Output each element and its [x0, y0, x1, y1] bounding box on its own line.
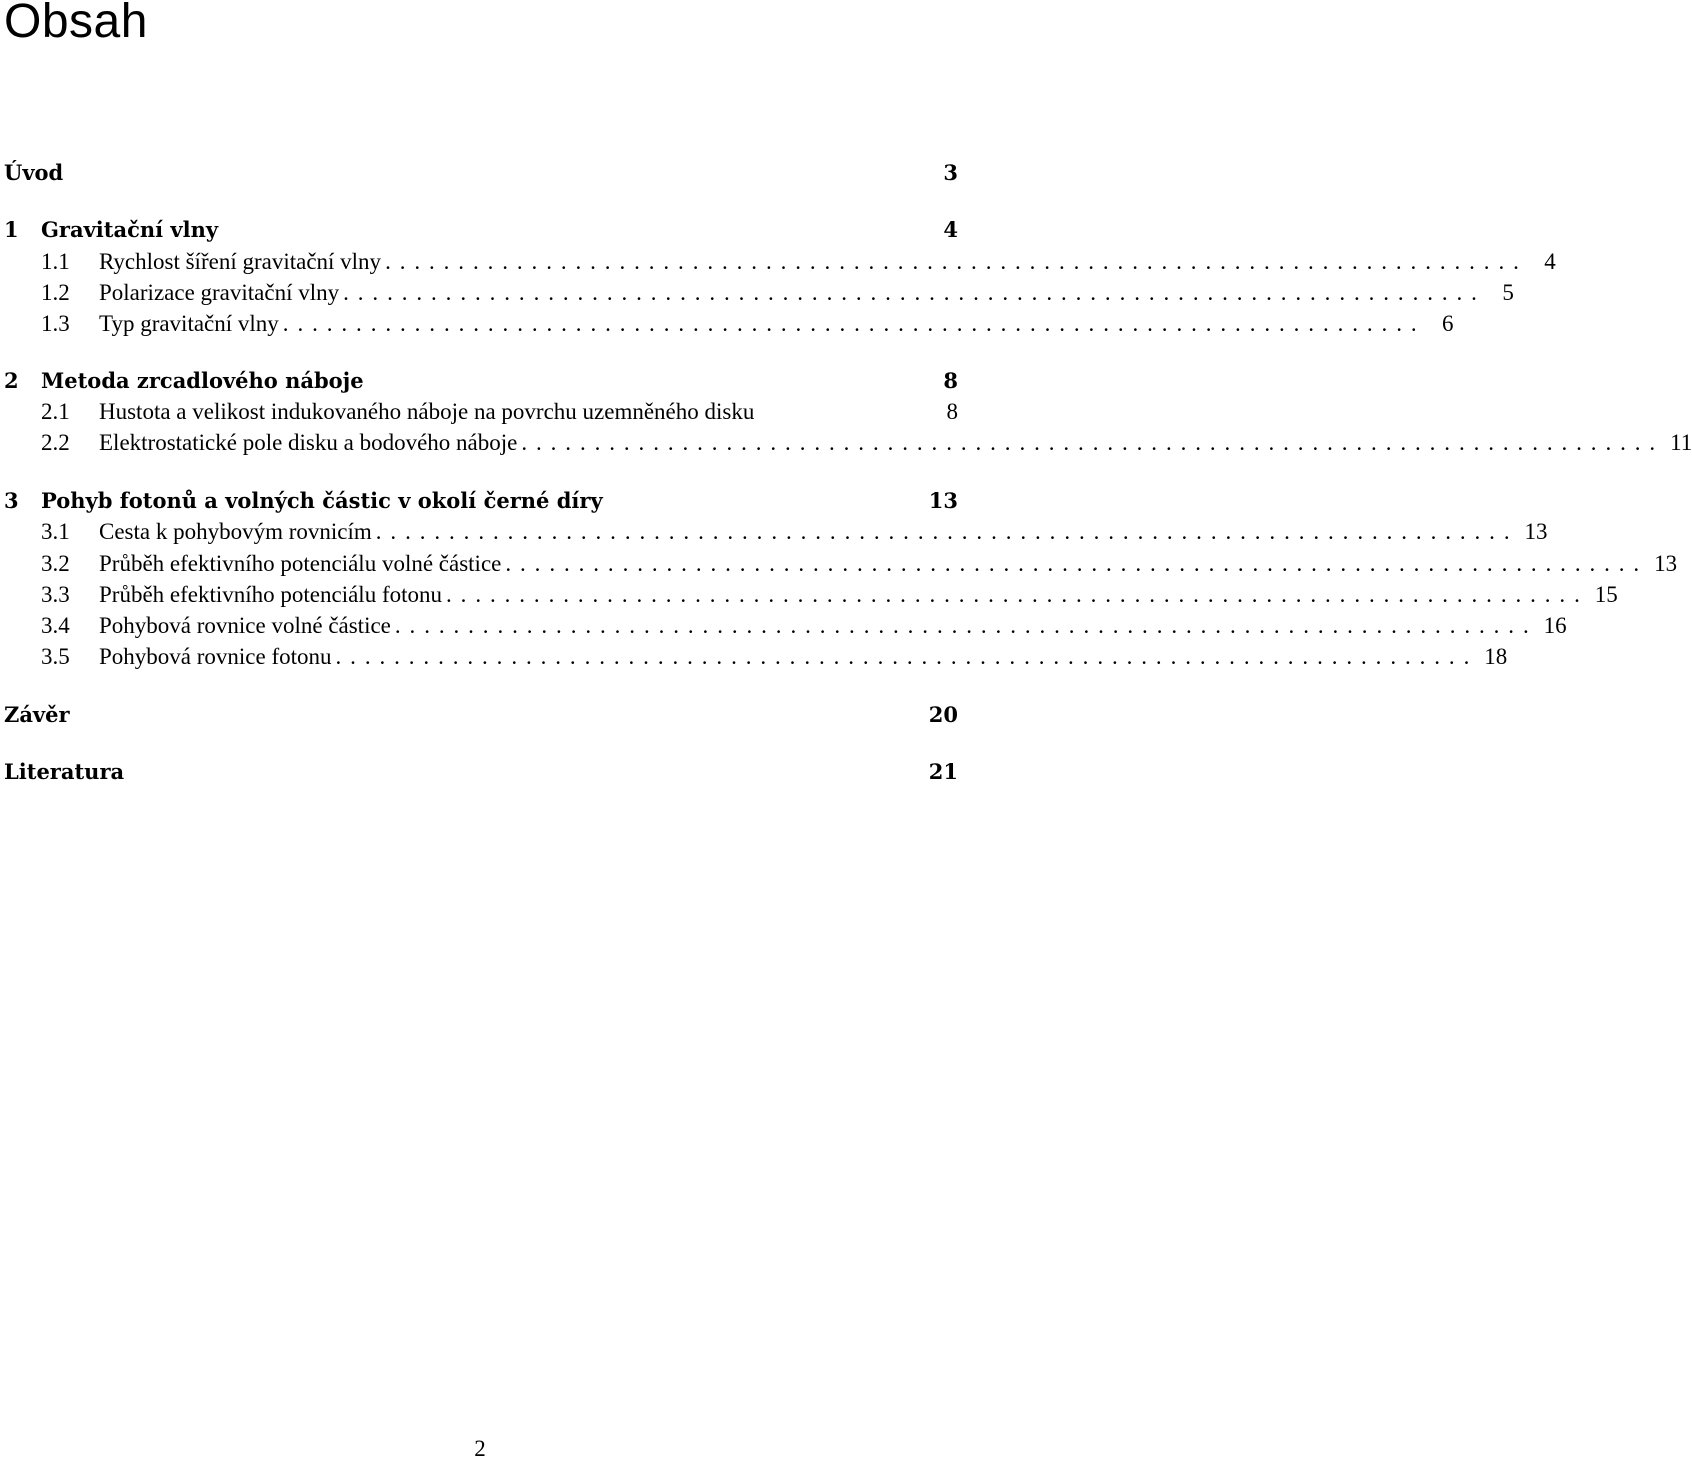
toc-entry-title: Rychlost šíření gravitační vlny — [99, 249, 382, 274]
toc-leader-dots: .............................................................................. — [375, 519, 1519, 544]
toc-leader-dots: .............................................................................. — [385, 249, 1528, 274]
toc-entry-page: 13 — [1654, 551, 1678, 576]
toc-entry-title: Průběh efektivního potenciálu volné částice — [99, 551, 502, 576]
page-number: 2 — [474, 1436, 486, 1461]
toc-entry-title: Hustota a velikost indukovaného náboje na povrchu uzemněného disku — [99, 399, 755, 424]
toc-entry-page: 5 — [1502, 280, 1514, 305]
toc-entry-page: 13 — [1524, 519, 1548, 544]
toc-entry-title: Gravitační vlny — [41, 217, 219, 242]
toc-entry-page: 13 — [928, 488, 958, 513]
page-title: Obsah — [4, 0, 148, 48]
toc-entry-chapter-1[interactable] — [4, 215, 958, 245]
toc-entry-page: 4 — [1544, 249, 1556, 274]
toc-entry-section-1-2[interactable] — [4, 278, 1514, 308]
toc-leader-dots: .............................................................................. — [343, 280, 1486, 305]
toc-entry-chapter-3[interactable] — [4, 486, 958, 516]
toc-entry-section-2-1[interactable] — [4, 397, 958, 427]
toc-entry-number: 3.4 — [41, 613, 70, 638]
toc-entry-number: 3.5 — [41, 644, 70, 669]
toc-entry-section-3-1[interactable] — [4, 517, 1548, 547]
toc-entry-title: Literatura — [4, 759, 125, 784]
toc-entry-number: 1.3 — [41, 311, 70, 336]
toc-leader-dots: .............................................................................. — [394, 613, 1538, 638]
toc-entry-title: Závěr — [4, 702, 70, 727]
toc-entry-number: 3.3 — [41, 582, 70, 607]
toc-entry-section-3-2[interactable] — [4, 549, 1678, 579]
toc-entry-uvod[interactable] — [4, 158, 958, 188]
toc-leader-dots: .............................................................................. — [446, 582, 1589, 607]
toc-entry-page: 11 — [1670, 430, 1692, 455]
toc-entry-title: Průběh efektivního potenciálu fotonu — [99, 582, 443, 607]
toc-entry-title: Metoda zrcadlového náboje — [41, 368, 364, 393]
toc-entry-literatura[interactable] — [4, 757, 958, 787]
toc-entry-title: Cesta k pohybovým rovnicím — [99, 519, 372, 544]
toc-entry-zaver[interactable] — [4, 700, 958, 730]
toc-entry-page: 6 — [1442, 311, 1454, 336]
toc-entry-page: 21 — [928, 759, 958, 784]
toc-entry-section-3-3[interactable] — [4, 580, 1618, 610]
toc-leader-dots: .............................................................................. — [282, 311, 1426, 336]
toc-entry-section-1-1[interactable] — [4, 247, 1556, 277]
toc-entry-number: 1 — [4, 217, 19, 242]
toc-entry-number: 1.2 — [41, 280, 70, 305]
toc-entry-page: 4 — [943, 217, 958, 242]
toc-leader-dots: .............................................................................. — [335, 644, 1479, 669]
toc-entry-number: 2 — [4, 368, 19, 393]
toc-entry-number: 2.1 — [41, 399, 70, 424]
toc-entry-page: 18 — [1484, 644, 1508, 669]
toc-entry-page: 8 — [946, 399, 958, 424]
toc-entry-section-2-2[interactable] — [4, 428, 1692, 458]
toc-entry-page: 20 — [928, 702, 958, 727]
toc-entry-chapter-2[interactable] — [4, 366, 958, 396]
toc-entry-number: 2.2 — [41, 430, 70, 455]
toc-entry-title: Pohybová rovnice volné částice — [99, 613, 391, 638]
toc-entry-page: 3 — [943, 160, 958, 185]
toc-entry-page: 8 — [943, 368, 958, 393]
toc-leader-dots: .............................................................................. — [505, 551, 1649, 576]
toc-entry-title: Pohyb fotonů a volných částic v okolí černé díry — [41, 488, 603, 513]
toc-entry-title: Pohybová rovnice fotonu — [99, 644, 332, 669]
toc-entry-number: 1.1 — [41, 249, 70, 274]
toc-entry-title: Elektrostatické pole disku a bodového náboje — [99, 430, 518, 455]
toc-entry-number: 3 — [4, 488, 19, 513]
toc-entry-title: Typ gravitační vlny — [99, 311, 279, 336]
toc-entry-section-3-4[interactable] — [4, 611, 1567, 641]
toc-entry-number: 3.1 — [41, 519, 70, 544]
toc-entry-section-1-3[interactable] — [4, 309, 1454, 339]
toc-entry-number: 3.2 — [41, 551, 70, 576]
toc-entry-page: 16 — [1543, 613, 1567, 638]
toc-entry-page: 15 — [1594, 582, 1618, 607]
toc-entry-title: Polarizace gravitační vlny — [99, 280, 340, 305]
toc-entry-section-3-5[interactable] — [4, 642, 1508, 672]
toc-leader-dots: .............................................................................. — [521, 430, 1665, 455]
toc-entry-title: Úvod — [4, 160, 64, 185]
